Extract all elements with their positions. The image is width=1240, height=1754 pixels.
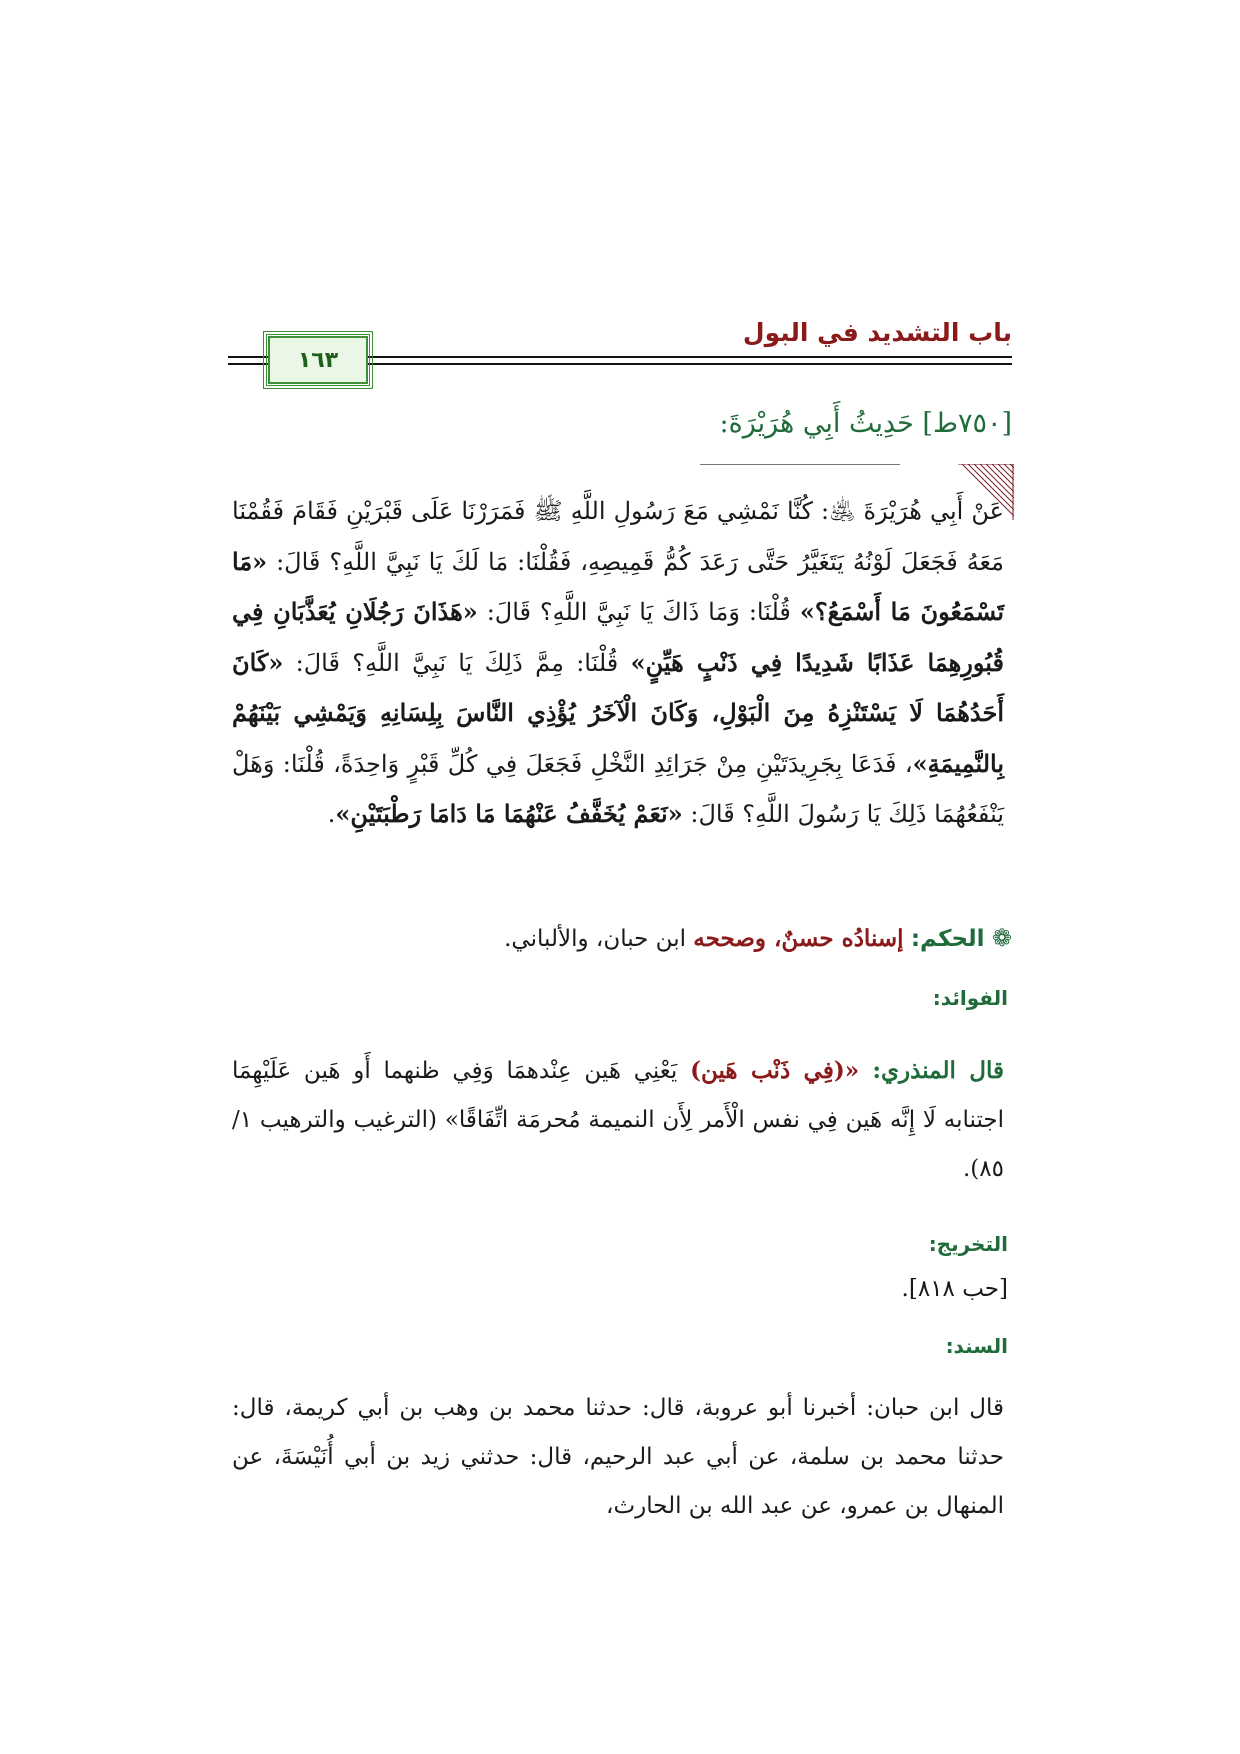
benefits-text: يَعْنِي هَين عِنْدهمَا وَفِي ظنهما أَو هَين عَلَيْهِمَا اجتنابه لَا إِنَّه هَين فِي نفس الْأَمر لِأَن النميمة مُحرمَة اتِّفَاقًا» (الترغيب والترهيب ١/ ٨٥). [232,1058,1004,1182]
ruling-line [504,924,1012,952]
hadith-intro: عَنْ أَبِي هُرَيْرَةَ ﵁: كُنَّا نَمْشِي مَعَ رَسُولِ اللَّهِ ﷺ فَمَرَرْنَا عَلَى قَبْرَيْنِ فَقَامَ فَقُمْنَا مَعَهُ فَجَعَلَ لَوْنُهُ يَتَغَيَّرُ حَتَّى رَعَدَ كُمُّ قَمِيصِهِ، فَقُلْنَا: مَا لَكَ يَا نَبِيَّ اللَّهِ؟ قَالَ: [232,497,1004,576]
page-header [228,314,1012,394]
takhrij-heading: التخريج: [928,1232,1008,1256]
hadith-part-2: قُلْنَا: وَمَا ذَاكَ يَا نَبِيَّ اللَّهِ؟ قَالَ: [477,598,800,626]
section-heading: [٧٥٠ط] حَدِيثُ أَبِي هُرَيْرَةَ: [719,408,1012,439]
hadith-part-4: ، فَدَعَا بِجَرِيدَتَيْنِ مِنْ جَرَائِدِ النَّخْلِ فَجَعَلَ فِي كُلِّ قَبْرٍ وَاحِدَةً، قُلْنَا: وَهَلْ يَنْفَعُهُمَا ذَلِكَ يَا رَسُولَ اللَّهِ؟ قَالَ: [232,749,1004,828]
chapter-title: باب التشديد في البول [742,318,1012,347]
hadith-end: . [327,800,336,828]
hadith-quote-4: «نَعَمْ يُخَفَّفُ عَنْهُمَا مَا دَامَا رَطْبَتَيْنِ» [335,799,683,828]
hadith-quote-1: «مَا تَسْمَعُونَ مَا أَسْمَعُ؟» [232,546,1005,626]
benefits-heading: الفوائد: [932,986,1008,1010]
hadith-quote-2: «هَذَانَ رَجُلَانِ يُعَذَّبَانِ فِي قُبُورِهِمَا عَذَابًا شَدِيدًا فِي ذَنْبٍ هَيِّنٍ» [232,597,1004,677]
ruling-rest: ابن حبان، والألباني. [504,926,694,952]
ruling-label: الحكم: [910,926,985,952]
sanad-paragraph: قال ابن حبان: أخبرنا أبو عروبة، قال: حدثنا محمد بن وهب بن أبي كريمة، قال: حدثنا محمد بن سلمة، عن أبي عبد الرحيم، قال: حدثني زيد بن أبي أُنَيْسَةَ، عن المنهال بن عمرو، عن عبد الله بن الحارث، [232,1395,1004,1519]
hadith-quote-3: «كَانَ أَحَدُهُمَا لَا يَسْتَنْزِهُ مِنَ الْبَوْلِ، وَكَانَ الْآخَرُ يُؤْذِي النَّاسَ بِلِسَانِهِ وَيَمْشِي بَيْنَهُمْ بِالنَّمِيمَةِ» [232,647,1004,778]
page-number-badge [268,336,368,384]
sanad-heading: السند: [945,1334,1008,1358]
heading-divider [700,464,900,465]
benefits-quoted: «(فِي ذَنْب هَين) [690,1057,873,1084]
page-number: ١٦٣ [297,347,339,373]
hadith-text [232,486,1004,840]
hadith-part-3: قُلْنَا: مِمَّ ذَلِكَ يَا نَبِيَّ اللَّهِ؟ قَالَ: [283,648,631,677]
benefits-label: قال المنذري: [872,1057,1005,1084]
benefits-paragraph [232,1046,1004,1194]
takhrij-text: [حب ٨١٨]. [901,1276,1008,1302]
ruling-status: إسنادُه حسنٌ، وصححه [693,925,904,952]
flower-icon: ❁ [991,924,1012,952]
